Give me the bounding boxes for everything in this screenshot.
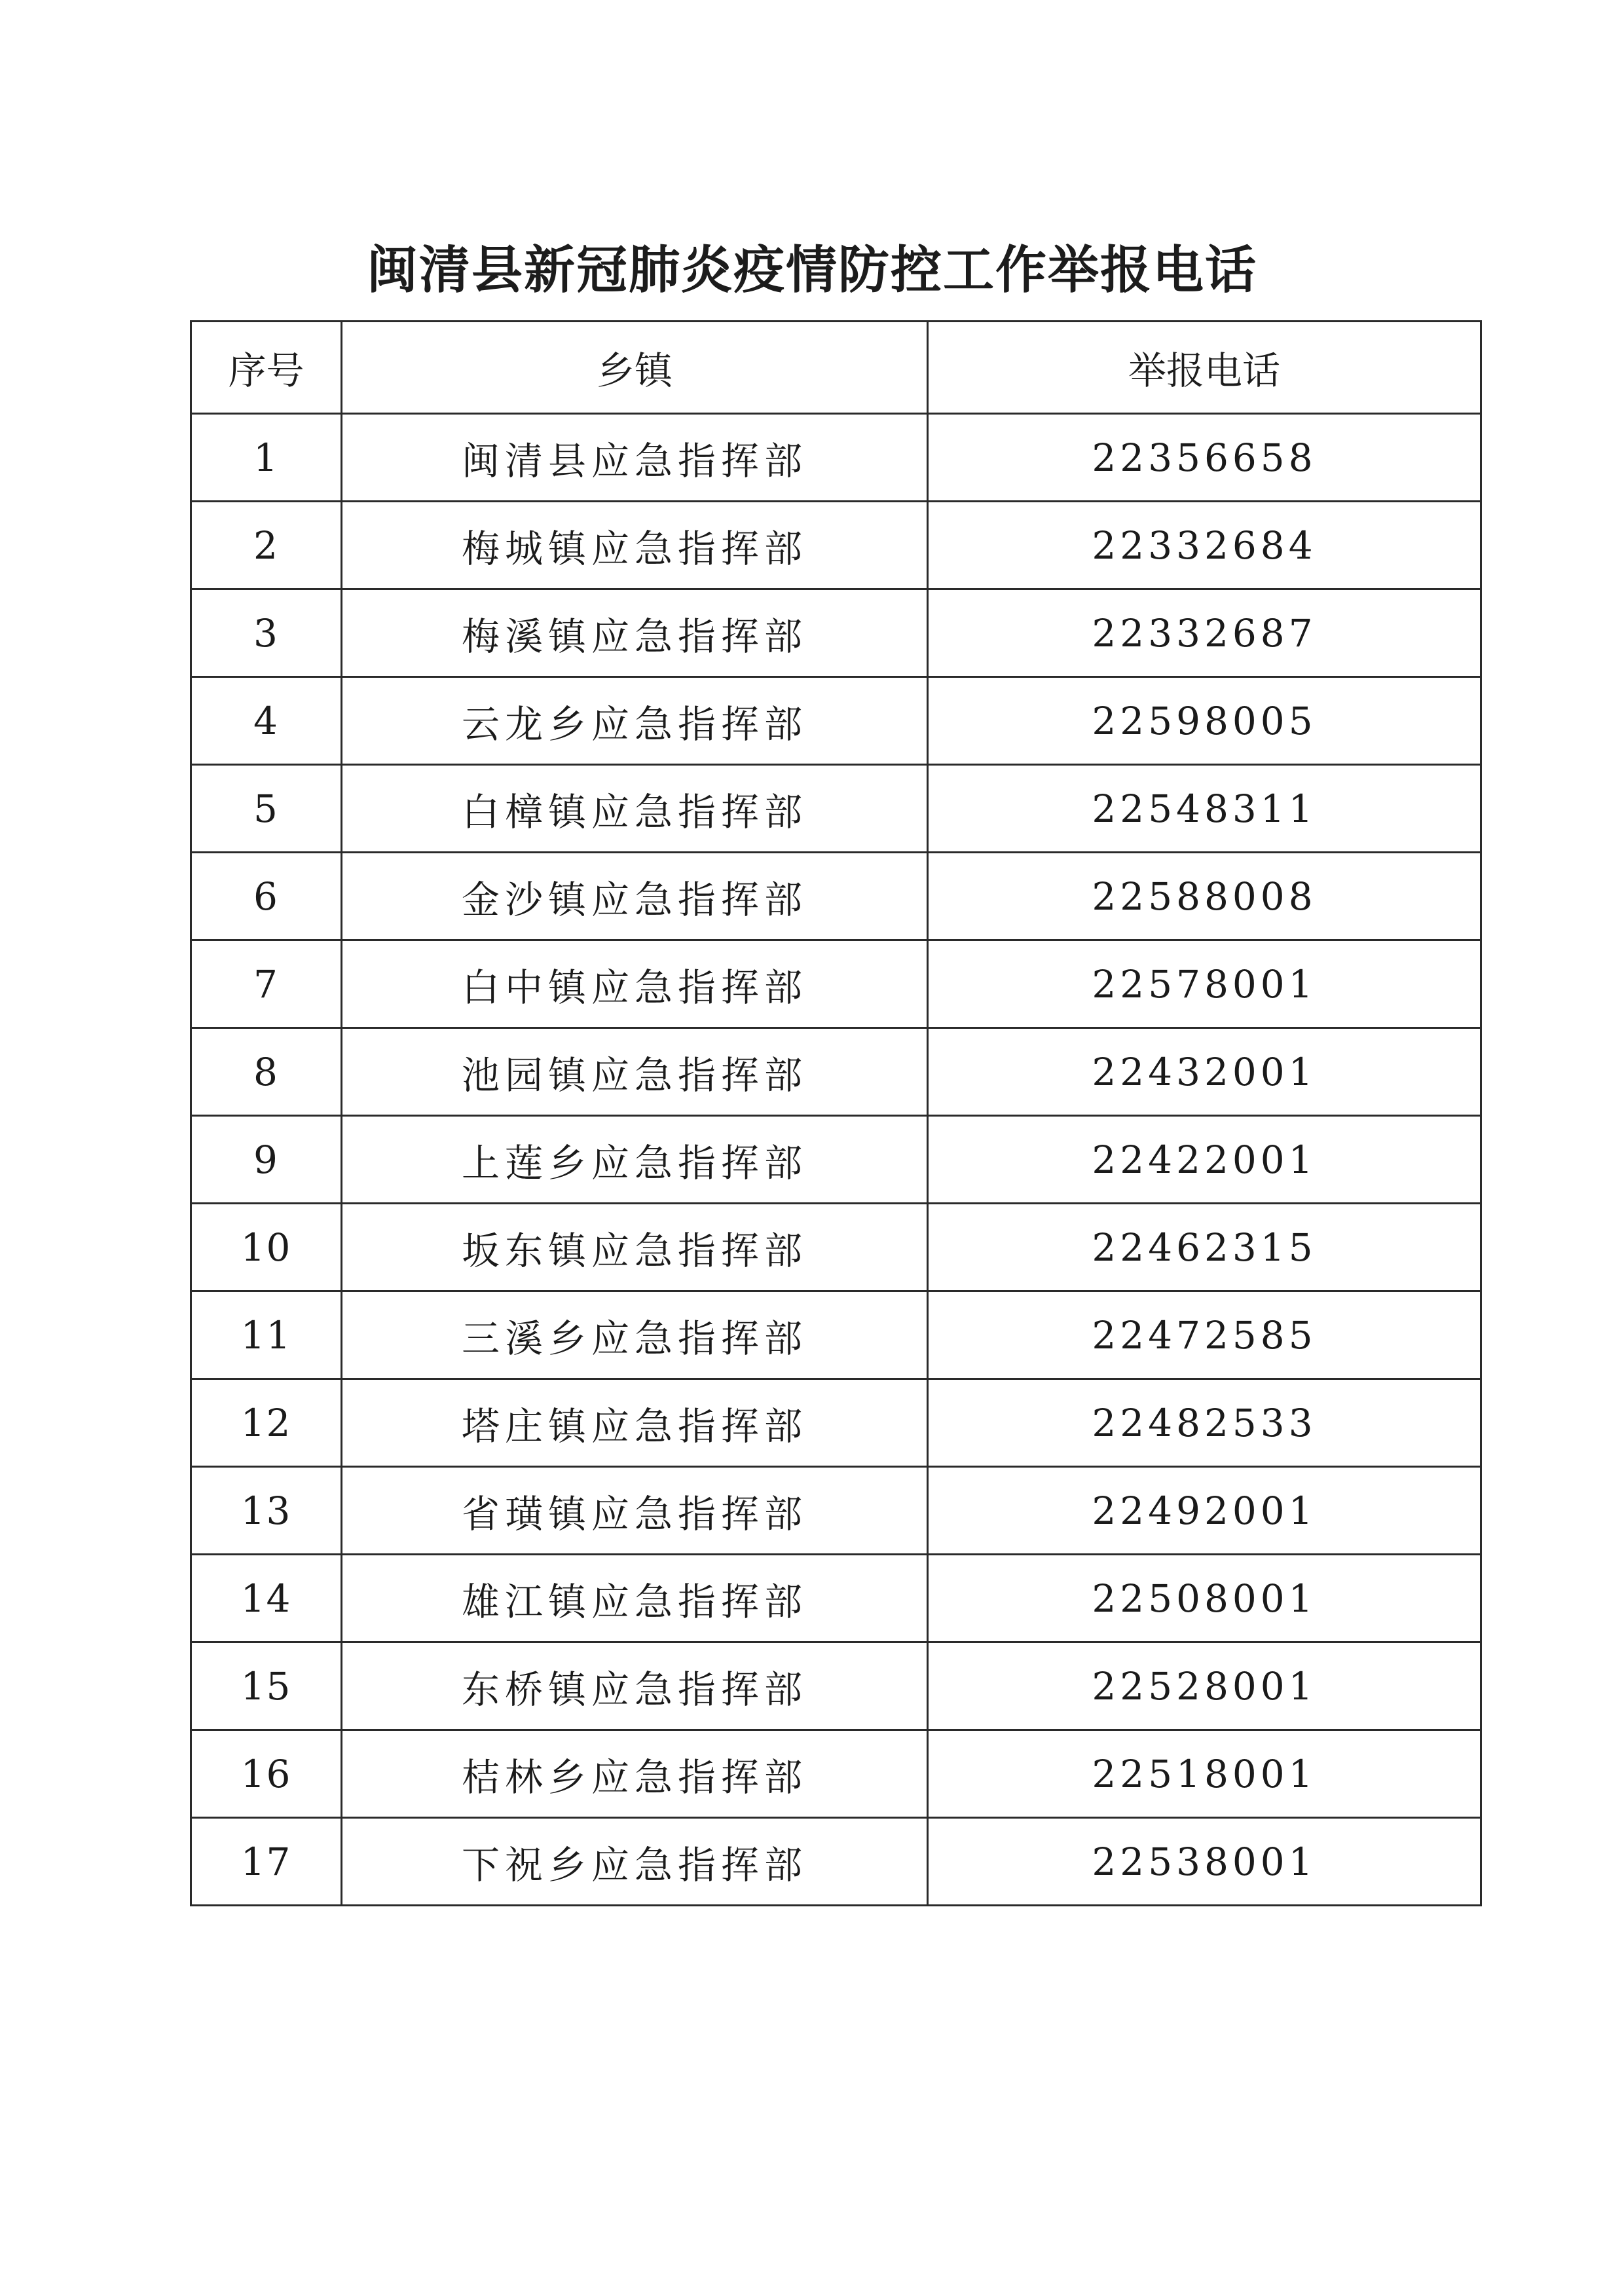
row-index: 17	[191, 1818, 342, 1906]
table-row	[191, 1642, 1481, 1730]
row-phone: 22472585	[928, 1291, 1481, 1379]
row-phone: 22548311	[928, 765, 1481, 853]
row-town: 坂东镇应急指挥部	[342, 1204, 928, 1291]
row-phone: 22508001	[928, 1555, 1481, 1642]
table-row	[191, 1291, 1481, 1379]
row-index: 4	[191, 677, 342, 765]
row-phone: 22332687	[928, 589, 1481, 677]
table-row	[191, 502, 1481, 589]
row-town: 云龙乡应急指挥部	[342, 677, 928, 765]
row-index: 9	[191, 1116, 342, 1204]
row-phone: 22492001	[928, 1467, 1481, 1555]
row-phone: 22518001	[928, 1730, 1481, 1818]
row-town: 下祝乡应急指挥部	[342, 1818, 928, 1906]
row-index: 5	[191, 765, 342, 853]
row-phone: 22482533	[928, 1379, 1481, 1467]
table-row	[191, 1555, 1481, 1642]
table-row	[191, 1730, 1481, 1818]
row-phone: 22432001	[928, 1028, 1481, 1116]
row-index: 10	[191, 1204, 342, 1291]
table-row	[191, 1204, 1481, 1291]
row-town: 三溪乡应急指挥部	[342, 1291, 928, 1379]
row-phone: 22528001	[928, 1642, 1481, 1730]
row-town: 池园镇应急指挥部	[342, 1028, 928, 1116]
row-phone: 22598005	[928, 677, 1481, 765]
table-row	[191, 1379, 1481, 1467]
table-row	[191, 1818, 1481, 1906]
page-title: 闽清县新冠肺炎疫情防控工作举报电话	[366, 240, 1257, 300]
row-town: 金沙镇应急指挥部	[342, 853, 928, 940]
row-phone: 22578001	[928, 940, 1481, 1028]
row-town: 桔林乡应急指挥部	[342, 1730, 928, 1818]
row-town: 白中镇应急指挥部	[342, 940, 928, 1028]
row-town: 梅城镇应急指挥部	[342, 502, 928, 589]
row-index: 8	[191, 1028, 342, 1116]
table-row	[191, 765, 1481, 853]
row-index: 2	[191, 502, 342, 589]
row-phone: 22588008	[928, 853, 1481, 940]
table-row	[191, 1467, 1481, 1555]
row-phone: 22356658	[928, 414, 1481, 502]
table-row	[191, 1028, 1481, 1116]
row-town: 东桥镇应急指挥部	[342, 1642, 928, 1730]
header-phone: 举报电话	[928, 322, 1481, 414]
table-row	[191, 589, 1481, 677]
row-index: 11	[191, 1291, 342, 1379]
table-row	[191, 677, 1481, 765]
row-town: 塔庄镇应急指挥部	[342, 1379, 928, 1467]
row-index: 12	[191, 1379, 342, 1467]
row-index: 15	[191, 1642, 342, 1730]
row-town: 雄江镇应急指挥部	[342, 1555, 928, 1642]
header-town: 乡镇	[342, 322, 928, 414]
row-town: 上莲乡应急指挥部	[342, 1116, 928, 1204]
table-row	[191, 853, 1481, 940]
row-phone: 22332684	[928, 502, 1481, 589]
table-header-row	[191, 322, 1481, 414]
row-town: 闽清县应急指挥部	[342, 414, 928, 502]
row-phone: 22462315	[928, 1204, 1481, 1291]
table-row	[191, 940, 1481, 1028]
row-town: 白樟镇应急指挥部	[342, 765, 928, 853]
row-town: 梅溪镇应急指挥部	[342, 589, 928, 677]
row-index: 1	[191, 414, 342, 502]
row-index: 13	[191, 1467, 342, 1555]
row-index: 16	[191, 1730, 342, 1818]
row-index: 6	[191, 853, 342, 940]
table-row	[191, 414, 1481, 502]
row-town: 省璜镇应急指挥部	[342, 1467, 928, 1555]
row-phone: 22422001	[928, 1116, 1481, 1204]
hotline-table	[190, 320, 1482, 1906]
row-index: 14	[191, 1555, 342, 1642]
row-index: 7	[191, 940, 342, 1028]
header-index: 序号	[191, 322, 342, 414]
row-phone: 22538001	[928, 1818, 1481, 1906]
table-row	[191, 1116, 1481, 1204]
row-index: 3	[191, 589, 342, 677]
